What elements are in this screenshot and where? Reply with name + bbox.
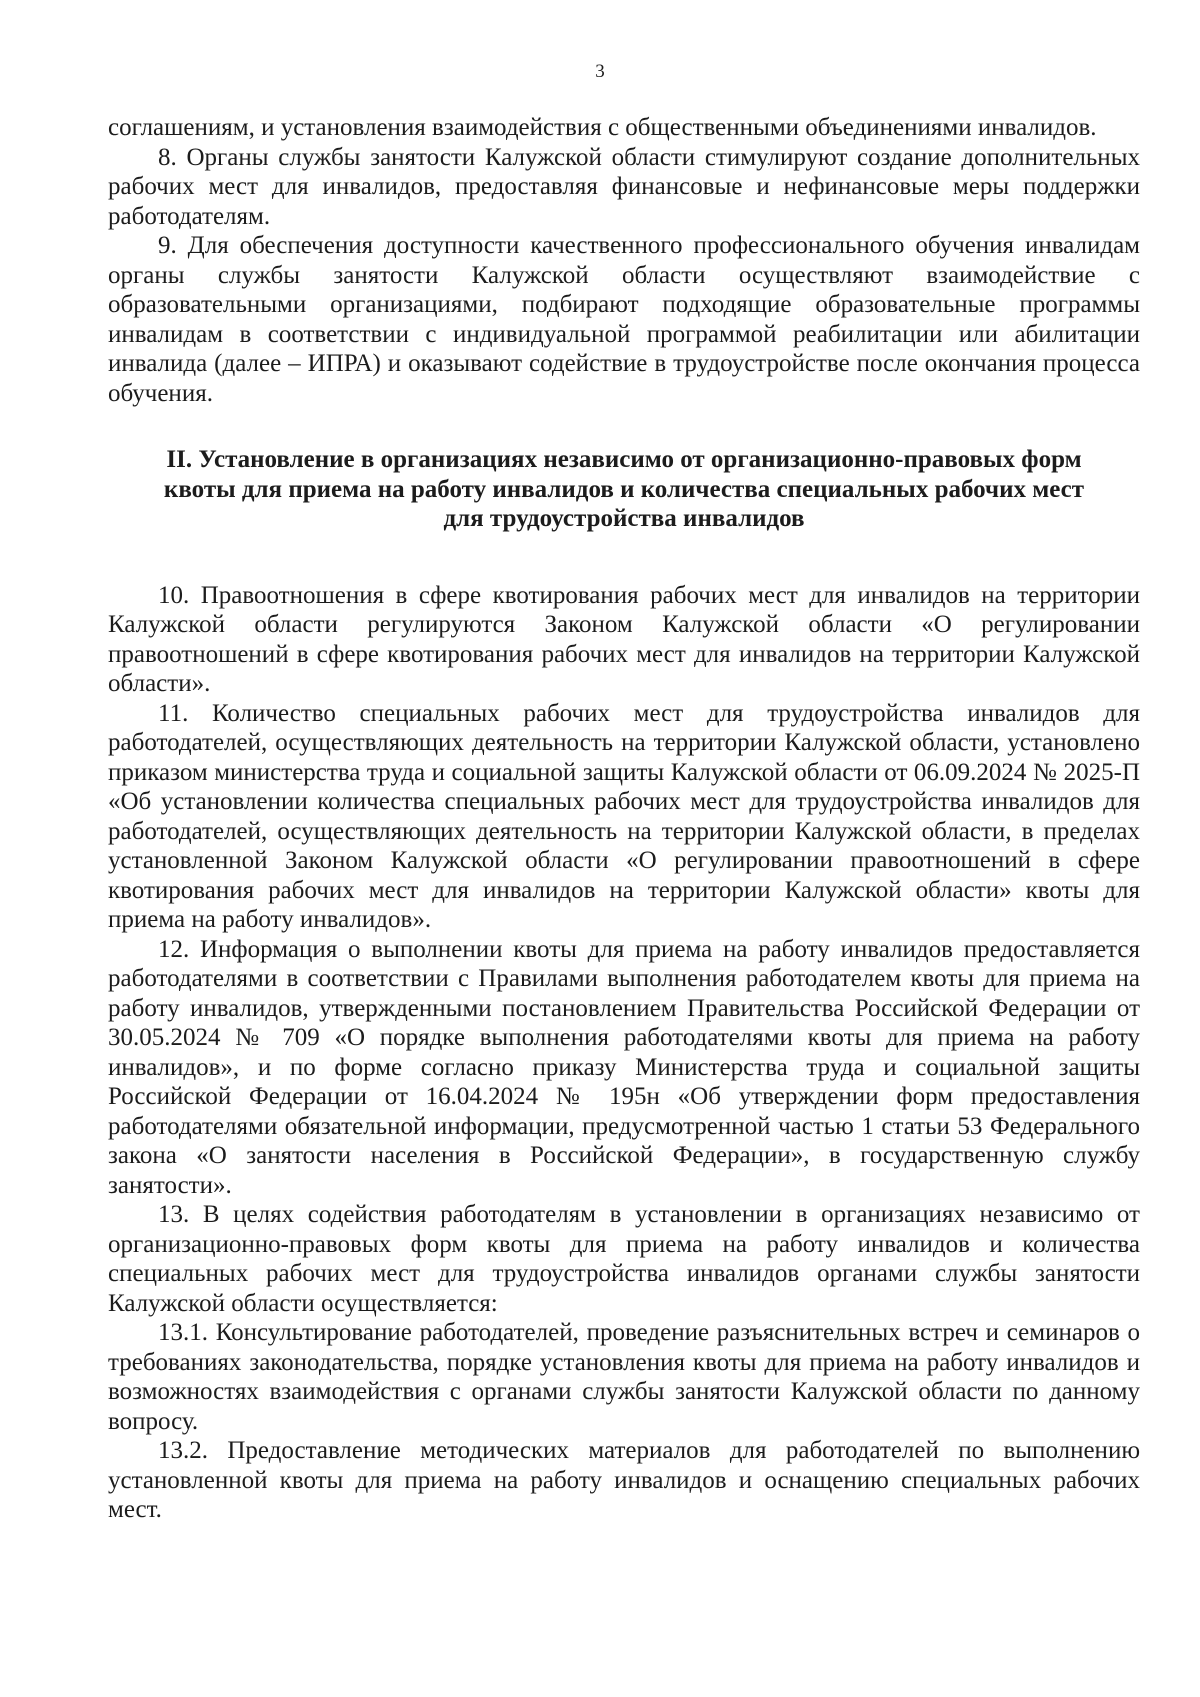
section-heading <box>108 445 1140 534</box>
paragraph-continuation: соглашениям, и установления взаимодействия с общественными объединениями инвалидов. <box>108 114 1097 141</box>
paragraph-12: 12. Информация о выполнении квоты для приема на работу инвалидов предоставляется работодателями в соответствии с Правилами выполнения работодателем квоты для приема на работу инвалидов, утвержденными постановлением Правительства Российской Федерации от 30.05.2024 № 709 «О порядке выполнения работодателями квоты для приема на работу инвалидов», и по форме согласно приказу Министерства труда и социальной защиты Российской Федерации от 16.04.2024 № 195н «Об утверждении форм предоставления работодателями обязательной информации, предусмотренной частью 1 статьи 53 Федерального закона «О занятости населения в Российской Федерации», в государственную службу занятости». <box>108 935 1140 1199</box>
paragraph-13: 13. В целях содействия работодателям в установлении в организациях независимо от организационно-правовых форм квоты для приема на работу инвалидов и количества специальных рабочих мест для трудоустройства инвалидов органами службы занятости Калужской области осуществляется: <box>108 1201 1140 1317</box>
section-heading-line: квоты для приема на работу инвалидов и количества специальных рабочих мест <box>163 475 1085 503</box>
section-heading-line: для трудоустройства инвалидов <box>443 505 805 532</box>
paragraph-8: 8. Органы службы занятости Калужской области стимулируют создание дополнительных рабочих мест для инвалидов, предоставляя финансовые и нефинансовые меры поддержки работодателям. <box>108 143 1140 230</box>
page-number: 3 <box>595 61 605 82</box>
paragraph-13-2: 13.2. Предоставление методических материалов для работодателей по выполнению установленной квоты для приема на работу инвалидов и оснащению специальных рабочих мест. <box>108 1437 1140 1523</box>
paragraph-11: 11. Количество специальных рабочих мест для трудоустройства инвалидов для работодателей, осуществляющих деятельность на территории Калужской области, установлено приказом министерства труда и социальной защиты Калужской области от 06.09.2024 № 2025-П «Об установлении количества специальных рабочих мест для трудоустройства инвалидов для работодателей, осуществляющих деятельность на территории Калужской области, в пределах установленной Законом Калужской области «О регулировании правоотношений в сфере квотирования рабочих мест для инвалидов на территории Калужской области» квоты для приема на работу инвалидов». <box>108 699 1140 933</box>
paragraph-13-1: 13.1. Консультирование работодателей, проведение разъяснительных встреч и семинаров о требованиях законодательства, порядке установления квоты для приема на работу инвалидов и возможностях взаимодействия с органами службы занятости Калужской области по данному вопросу. <box>108 1319 1140 1435</box>
paragraph-9: 9. Для обеспечения доступности качественного профессионального обучения инвалидам органы службы занятости Калужской области осуществляют взаимодействие с образовательными организациями, подбирают подходящие образовательные программы инвалидам в соответствии с индивидуальной программой реабилитации или абилитации инвалида (далее – ИПРА) и оказывают содействие в трудоустройстве после окончания процесса обучения. <box>108 232 1140 407</box>
document-body <box>108 113 1140 1525</box>
paragraph-10: 10. Правоотношения в сфере квотирования рабочих мест для инвалидов на территории Калужской области регулируются Законом Калужской области «О регулировании правоотношений в сфере квотирования рабочих мест для инвалидов на территории Калужской области». <box>108 581 1140 697</box>
section-heading-line: II. Установление в организациях независимо от организационно-правовых форм <box>166 446 1082 473</box>
